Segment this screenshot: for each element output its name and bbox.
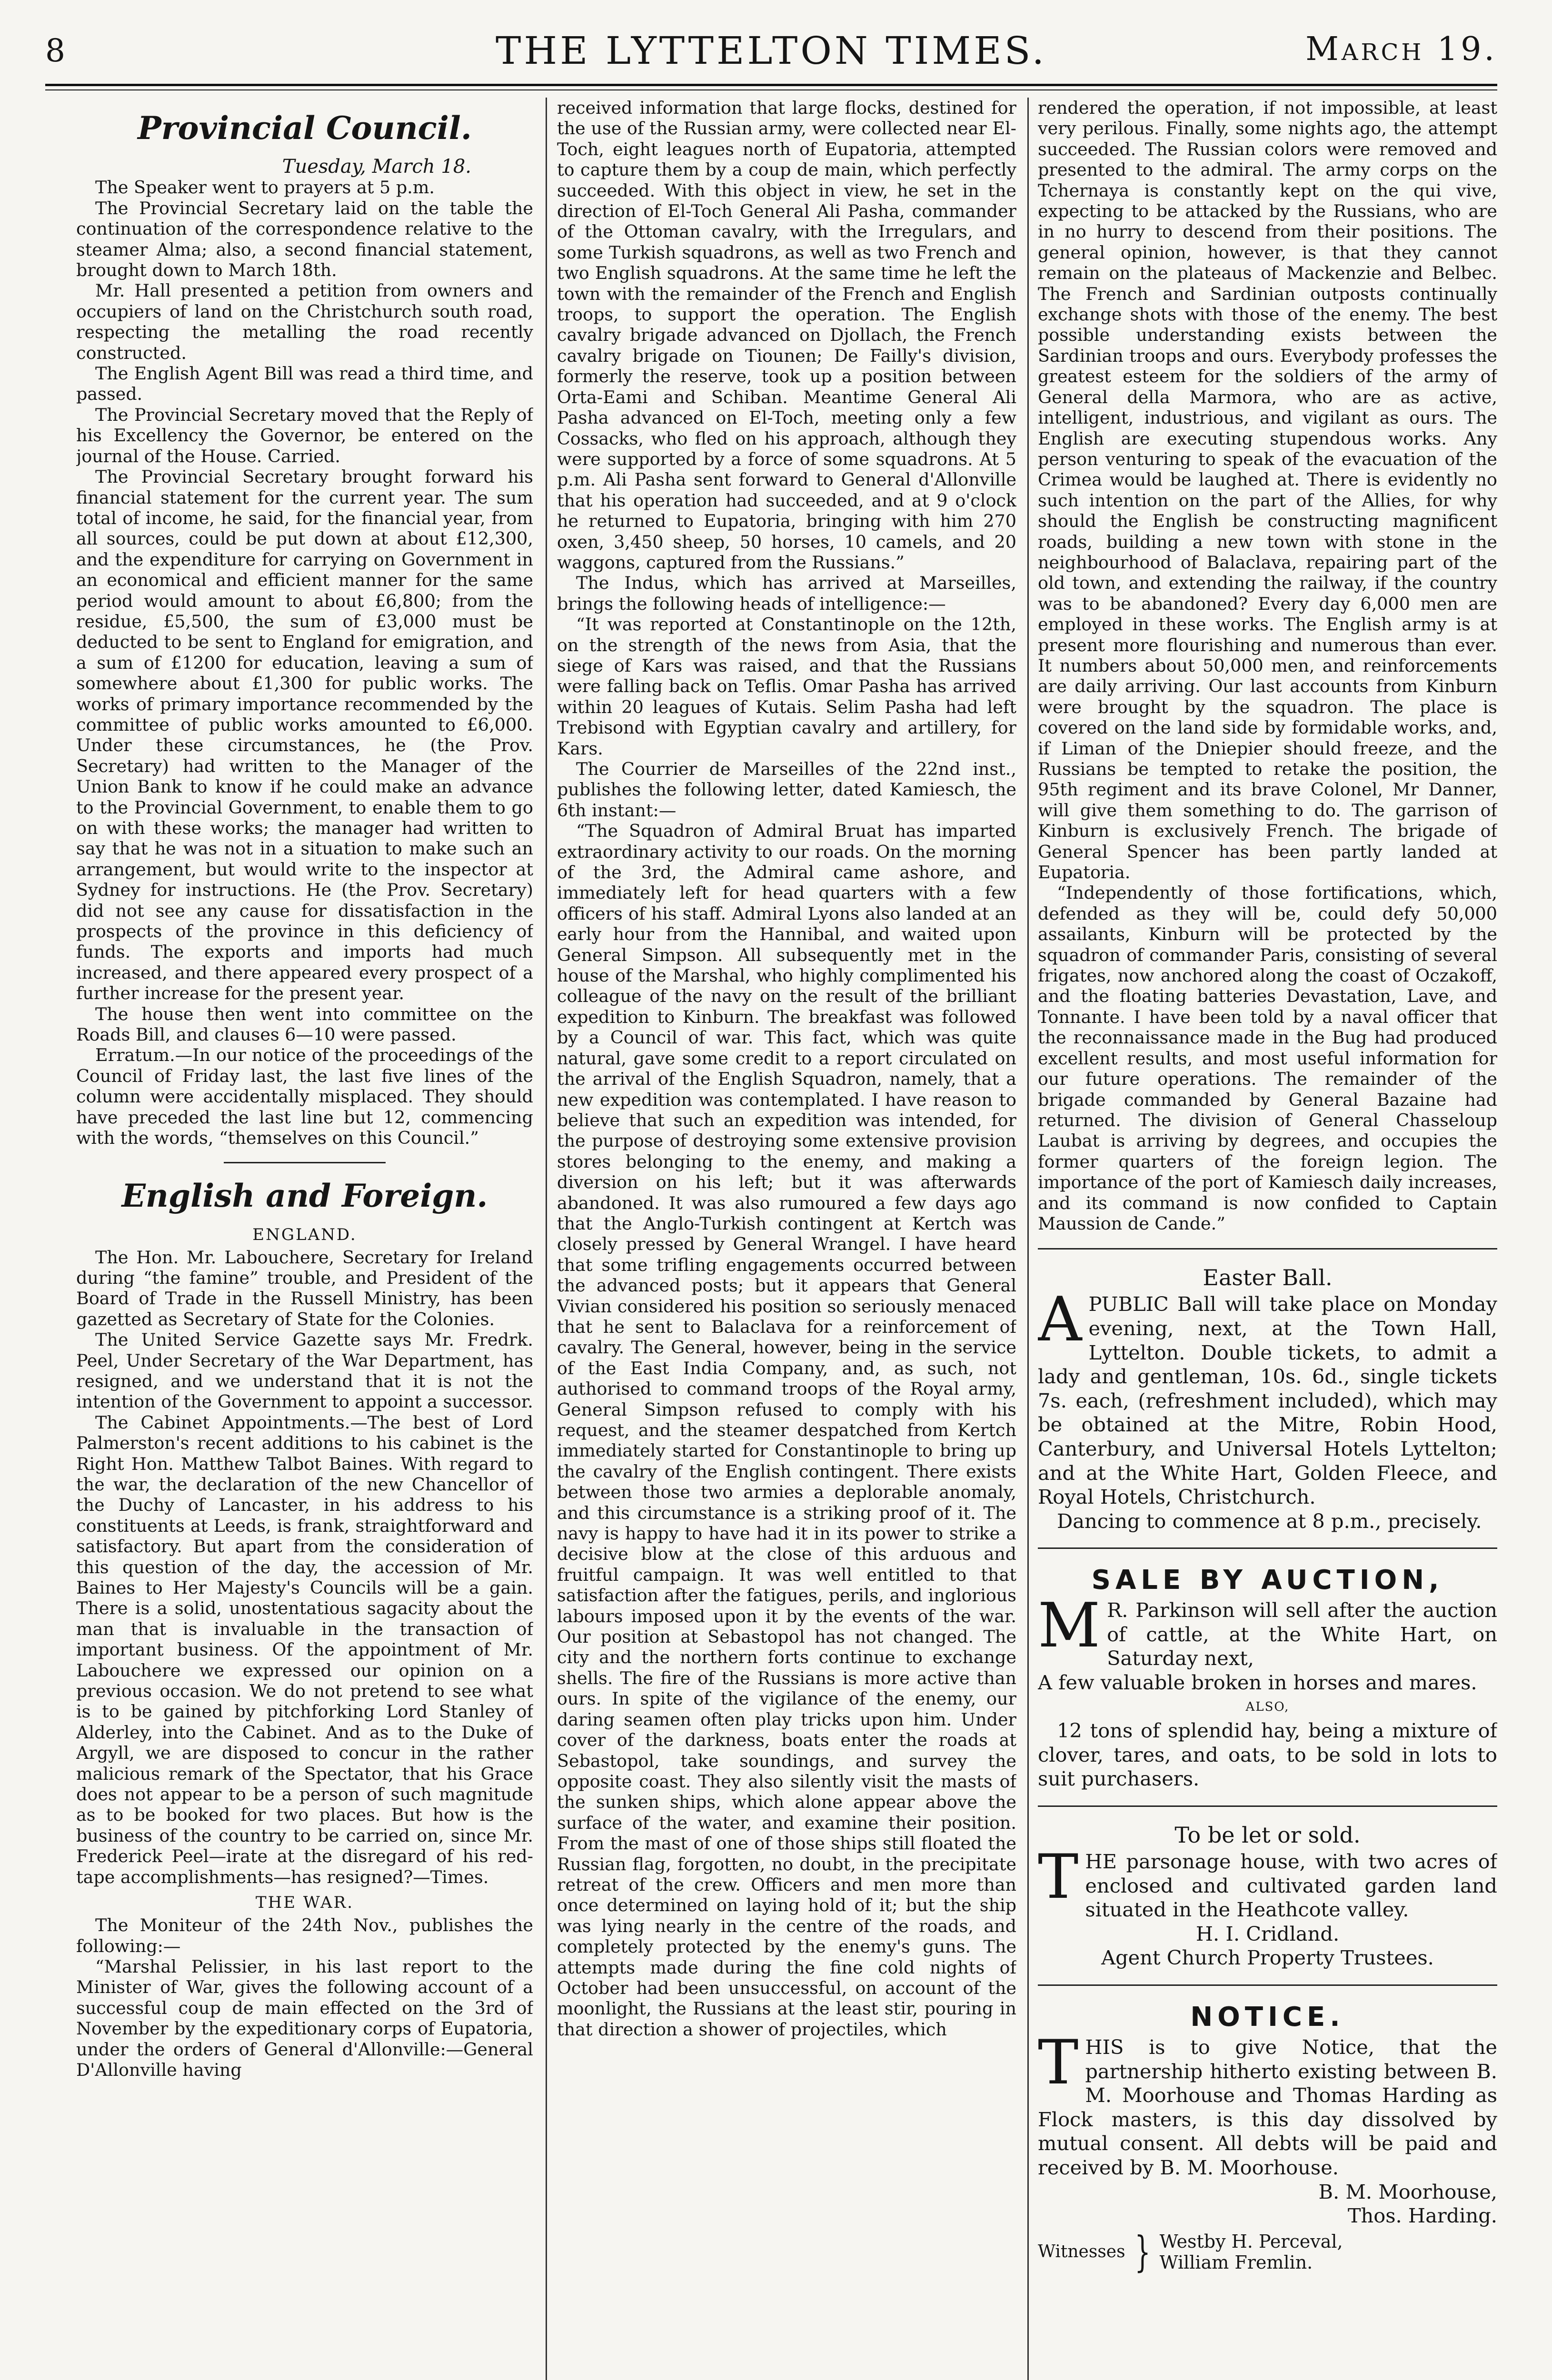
advert-signature: B. M. Moorhouse, (1318, 2180, 1497, 2203)
drop-cap: A (1038, 1284, 1082, 1356)
brace-icon: } (1134, 2227, 1151, 2276)
masthead (45, 19, 1497, 76)
advert-title: NOTICE. (1190, 2002, 1345, 2033)
article-paragraph: The Moniteur of the 24th Nov., publishes the following:— (76, 1915, 533, 1956)
section-heading-provincial-council: Provincial Council. (138, 109, 472, 147)
article-paragraph: The Provincial Secretary brought forward his financial statement for the current year. The sum total of income, he said, for the financial year, from all sources, could be put down at about £12,300, and the expenditure for carrying on Government in an economical and efficient manner for the same period would amount to about £6,800; from the residue, £5,500, the sum of £3,000 must be deducted to be sent to England for emigration, and a sum of £1200 for education, leaving a sum of somewhere about £1,300 for public works. The works of primary importance recommended by the committee of public works amounted to £6,000. Under these circumstances, he (the Prov. Secretary) had written to the Manager of the Union Bank to know if he could make an advance to the Provincial Government, to enable them to go on with these works; the manager had written to say that he was not in a situation to make such an arrangement, but would write to the inspector at Sydney for instructions. He (the Prov. Secretary) did not see any cause for dissatisfaction in the prospects of the province in this deficiency of funds. The exports and imports had much increased, and there appeared every prospect of a further increase for the present year. (76, 466, 533, 1004)
article-paragraph: “The Squadron of Admiral Bruat has imparted extraordinary activity to our roads. On the morning of the 3rd, the Admiral came ashore, and immediately left for head quarters with a few officers of his staff. Admiral Lyons also landed at an early hour from the Hannibal, and waited upon General Simpson. All subsequently met in the house of the Marshal, who highly complimented his colleague of the navy on the result of the brilliant expedition to Kinburn. The breakfast was followed by a Council of war. This fact, which was quite natural, gave some credit to a report circulated on the arrival of the English Squadron, namely, that a new expedition was contemplated. I have reason to believe that such an expedition was intended, for the purpose of destroying some extensive provision stores belonging to the enemy, and making a diversion on his left; but it was afterwards abandoned. It was also rumoured a few days ago that the Anglo-Turkish contingent at Kertch was closely pressed by General Wrangel. I have heard that some trifling engagements occurred between the advanced posts; but it appears that General Vivian considered his position so seriously menaced that he sent to Balaclava for a reinforcement of cavalry. The General, however, being in the service of the East India Company, and, as such, not authorised to command troops of the Royal army, General Simpson refused to comply with his request, and the steamer despatched from Kertch immediately started for Constantinople to bring up the cavalry of the English contingent. There exists between those two armies a deplorable anomaly, and this circumstance is a striking proof of it. The navy is happy to have had it in its power to strike a decisive blow at the close of this arduous and fruitful campaign. It was well entitled to that satisfaction after the fatigues, perils, and inglorious labours imposed upon it by the events of the war. Our position at Sebastopol has not changed. The city and the northern forts continue to exchange shells. The fire of the Russians is more active than ours. In spite of the vigilance of the enemy, our daring seamen often play tricks upon him. Under cover of the darkness, boats enter the roads at Sebastopol, take soundings, and survey the opposite coast. They also silently visit the masts of the sunken ships, which alone appear above the surface of the water, and examine their position. From the mast of one of those ships still floated the Russian flag, forgotten, no doubt, in the precipitate retreat of the crew. Officers and men more than once determined on laying hold of it; but the ship was lying nearly in the centre of the roads, and completely protected by the enemy's guns. The attempts made during the fine cold nights of October had been unsuccessful, on account of the moonlight, the Russians at the least stir, pouring in that direction a shower of projectiles, which (557, 821, 1016, 2040)
advert-divider (1038, 1248, 1497, 1250)
dateline: Tuesday, March 18. (282, 156, 471, 178)
advert-signature: Thos. Harding. (1347, 2204, 1497, 2228)
advert-divider (1038, 1984, 1497, 1986)
drop-cap: T (1038, 1842, 1079, 1913)
advert-body: Dancing to commence at 8 p.m., precisely. (1057, 1509, 1482, 1533)
advert-body: A few valuable broken in horses and mares. (1038, 1671, 1477, 1695)
column-2 (557, 98, 1016, 2380)
witness-name: Westby H. Perceval, (1159, 2231, 1343, 2252)
newspaper-title: THE LYTTELTON TIMES. (495, 29, 1047, 73)
article-paragraph: The Courrier de Marseilles of the 22nd inst., publishes the following letter, dated Kamiesch, the 6th instant:— (557, 759, 1016, 821)
witness-name: William Fremlin. (1159, 2251, 1313, 2273)
advert-divider (1038, 1547, 1497, 1549)
article-paragraph: The United Service Gazette says Mr. Fredrk. Peel, Under Secretary of the War Department, has resigned, and we understand that it is not the intention of the Government to appoint a successor. (76, 1329, 533, 1412)
subheading-england: ENGLAND. (252, 1225, 357, 1244)
advert-body: R. Parkinson will sell after the auction of cattle, at the White Hart, on Saturday next, (1107, 1598, 1497, 1670)
subheading-the-war: THE WAR. (255, 1893, 354, 1913)
article-paragraph: received information that large flocks, destined for the use of the Russian army, were collected near El-Toch, eight leagues north of Eupatoria, attempted to capture them by a coup de main, which perfectly succeeded. With this object in view, he set in the direction of El-Toch General Ali Pasha, commander of the Ottoman cavalry, with the Irregulars, and some Turkish squadrons, as well as two French and two English squadrons. At the same time he left the town with the remainder of the French and English troops, to support the operation. The English cavalry brigade advanced on Djollach, the French cavalry brigade on Tiounen; De Failly's division, formerly the reserve, took up a position between Orta-Eami and Schiban. Meantime General Ali Pasha advanced on El-Toch, meeting only a few Cossacks, who fled on his approach, although they were supported by a force of some squadrons. At 5 p.m. Ali Pasha sent forward to General d'Allonville that his operation had succeeded, and at 9 o'clock he returned to Eupatoria, bringing with him 270 oxen, 3,450 sheep, 50 horses, 10 camels, and 20 waggons, captured from the Russians.” (557, 98, 1016, 573)
page-number: 8 (45, 32, 65, 69)
masthead-rule (45, 84, 1497, 86)
masthead-rule-thin (45, 89, 1497, 90)
article-paragraph: Mr. Hall presented a petition from owners and occupiers of land on the Christchurch south road, respecting the metalling the road recently constructed. (76, 280, 533, 363)
witness-block (1038, 2227, 1497, 2276)
advert-also: ALSO, (1245, 1699, 1290, 1714)
issue-date: March 19. (1305, 30, 1497, 68)
article-paragraph: The Cabinet Appointments.—The best of Lord Palmerston's recent additions to his cabinet is the Right Hon. Matthew Talbot Baines. With regard to the war, the declaration of the new Chancellor of the Duchy of Lancaster, in his address to his constituents at Leeds, is frank, straightforward and satisfactory. But apart from the consideration of this question of the day, the accession of Mr. Baines to Her Majesty's Councils will be a gain. There is a solid, unostentatious sagacity about the man that is invaluable in the transaction of important business. Of the appointment of Mr. Labouchere we expressed our opinion on a previous occasion. We do not pretend to see what is to be gained by pitchforking Lord Stanley of Alderley, into the Cabinet. And as to the Duke of Argyll, we are disposed to concur in the rather malicious remark of the Spectator, that his Grace does not appear to be a person of such magnitude as to be booked for two places. But how is the business of the country to be carried on, since Mr. Frederick Peel—irate at the disregard of his red-tape accomplishments—has resigned?—Times. (76, 1412, 533, 1887)
advert-title: Easter Ball. (1203, 1265, 1333, 1291)
section-divider (224, 1162, 386, 1163)
section-heading-english-foreign: English and Foreign. (121, 1177, 488, 1214)
article-paragraph: “It was reported at Constantinople on the 12th, on the strength of the news from Asia, that the siege of Kars was raised, and that the Russians were falling back on Teflis. Omar Pasha has arrived within 20 leagues of Kutais. Selim Pasha had left Trebisond with Egyptian cavalry and artillery, for Kars. (557, 614, 1016, 759)
advert-body: PUBLIC Ball will take place on Monday evening, next, at the Town Hall, Lyttelton. Double tickets, to admit a lady and gentleman, 10s. 6d., single tickets 7s. each, (refreshment included), which may be obtained at the Mitre, Robin Hood, Canterbury, and Universal Hotels Lyttelton; and at the White Hart, Golden Fleece, and Royal Hotels, Christchurch. (1038, 1292, 1497, 1509)
advert-body: 12 tons of splendid hay, being a mixture of clover, tares, and oats, to be sold in lots to suit purchasers. (1038, 1719, 1497, 1791)
advert-body: HE parsonage house, with two acres of enclosed and cultivated garden land situated in the Heathcote valley. (1085, 1850, 1497, 1922)
advert-body: HIS is to give Notice, that the partnership hitherto existing between B. M. Moorhouse and Thomas Harding as Flock masters, is this day dissolved by mutual consent. All debts will be paid and received by B. M. Moorhouse. (1038, 2035, 1497, 2179)
column-1 (76, 98, 533, 2380)
drop-cap: T (1038, 2027, 1079, 2098)
article-paragraph: The English Agent Bill was read a third time, and passed. (76, 363, 533, 405)
article-paragraph: “Independently of those fortifications, which, defended as they will be, could defy 50,000 assailants, Kinburn will be protected by the squadron of commander Paris, consisting of several frigates, now anchored along the coast of Oczakoff, and the floating batteries Devastation, Lave, and Tonnante. I have been told by a naval officer that the reconnaissance made in the Bug had produced excellent results, and most useful information for our future operations. The remainder of the brigade commanded by General Bazaine had returned. The division of General Chasseloup Laubat is arriving by degrees, and occupies the former quarters of the foreign legion. The importance of the port of Kamiesch daily increases, and its command is now confided to Captain Maussion de Cande.” (1038, 883, 1497, 1234)
column-divider-2 (1027, 98, 1029, 2380)
article-paragraph: The house then went into committee on the Roads Bill, and clauses 6—10 were passed. (76, 1003, 533, 1045)
advert-title: To be let or sold. (1174, 1822, 1361, 1848)
witness-names (1160, 2231, 1343, 2273)
erratum-paragraph: Erratum.—In our notice of the proceedings of the Council of Friday last, the last five lines of the column were accidentally misplaced. They should have preceded the last line but 12, commencing with the words, “themselves on this Council.” (76, 1045, 533, 1149)
column-3 (1038, 98, 1497, 2380)
article-paragraph: rendered the operation, if not impossible, at least very perilous. Finally, some nights ago, the attempt succeeded. The Russian colors were removed and presented to the admiral. The army corps on the Tchernaya is constantly kept on the qui vive, expecting to be attacked by the Russians, who are in no hurry to descend from their positions. The general opinion, however, is that they cannot remain on the plateaus of Mackenzie and Belbec. The French and Sardinian outposts continually exchange shots with those of the enemy. The best possible understanding exists between the Sardinian troops and ours. Everybody professes the greatest esteem for the soldiers of the army of General della Marmora, who are as active, intelligent, industrious, and vigilant as ours. The English are executing stupendous works. Any person venturing to speak of the evacuation of the Crimea would be laughed at. There is evidently no such intention on the part of the Allies, for why should the English be constructing magnificent roads, building a new town with stone in the neighbourhood of Balaclava, repairing part of the old town, and extending the railway, if the country was to be abandoned? Every day 6,000 men are employed in these works. The English army is at present more flourishing and numerous than ever. It numbers about 50,000 men, and reinforcements are daily arriving. Our last accounts from Kinburn were brought by the squadron. The place is covered on the land side by formidable works, and, if Liman of the Dniepier should freeze, and the Russians be tempted to retake the position, the 95th regiment and its brave Colonel, Mr Danner, will give them something to do. The garrison of Kinburn is exclusively French. The brigade of General Spencer has been partly landed at Eupatoria. (1038, 98, 1497, 883)
advert-signature: Agent Church Property Trustees. (1101, 1946, 1434, 1970)
drop-cap: M (1038, 1590, 1101, 1662)
advert-notice (1038, 2000, 1497, 2276)
article-paragraph: The Provincial Secretary moved that the Reply of his Excellency the Governor, be entered on the journal of the House. Carried. (76, 404, 533, 466)
article-paragraph: The Provincial Secretary laid on the table the continuation of the correspondence relative to the steamer Alma; also, a second financial statement, brought down to March 18th. (76, 198, 533, 281)
article-paragraph: “Marshal Pelissier, in his last report to the Minister of War, gives the following account of a successful coup de main effected on the 3rd of November by the expeditionary corps of Eupatoria, under the orders of General d'Allonville:—General D'Allonville having (76, 1956, 533, 2080)
article-paragraph: The Speaker went to prayers at 5 p.m. (95, 177, 435, 198)
advert-signature: H. I. Cridland. (1195, 1922, 1340, 1945)
column-divider-1 (546, 98, 547, 2380)
advert-easter-ball (1038, 1264, 1497, 1533)
article-paragraph: The Indus, which has arrived at Marseilles, brings the following heads of intelligence:— (557, 573, 1016, 614)
advert-divider (1038, 1805, 1497, 1807)
advert-title: SALE BY AUCTION, (1091, 1565, 1444, 1596)
advert-to-let (1038, 1821, 1497, 1970)
advert-sale-by-auction (1038, 1563, 1497, 1791)
witness-label: Witnesses (1038, 2242, 1125, 2262)
article-paragraph: The Hon. Mr. Labouchere, Secretary for Ireland during “the famine” trouble, and President of the Board of Trade in the Russell Ministry, has been gazetted as Secretary of State for the Colonies. (76, 1247, 533, 1329)
